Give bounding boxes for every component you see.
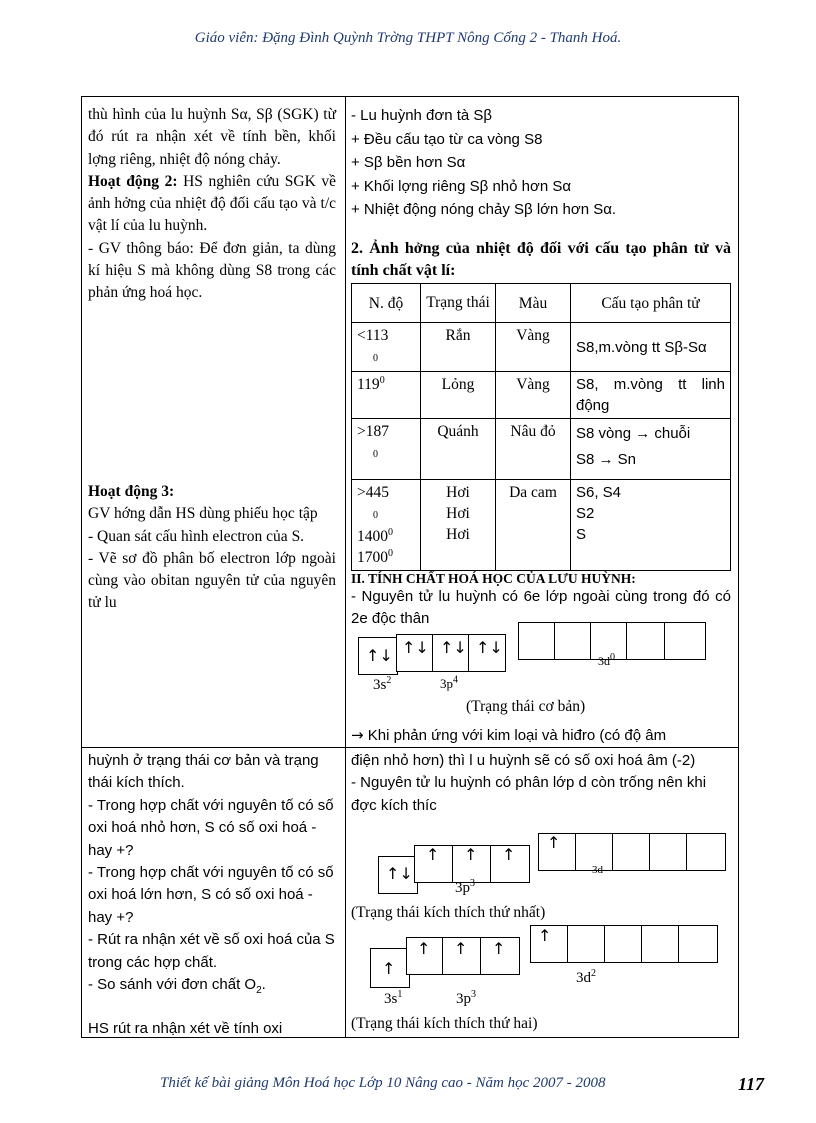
arrow-right-icon: → bbox=[351, 726, 364, 744]
label-3s2 bbox=[373, 677, 391, 694]
page-header: Giáo viên: Đặng Đình Quỳnh Trờng THPT Nông Cống 2 - Thanh Hoá. bbox=[194, 30, 622, 46]
structure-value: S6, S4 bbox=[576, 484, 622, 501]
activity-3-block bbox=[88, 481, 336, 615]
negative-oxidation-text: điện nhỏ hơn) thì l u huỳnh sẽ có số oxi hoá âm (-2) bbox=[351, 752, 696, 769]
reaction-text: Khi phản ứng với kim loại và hiđro (có độ âm bbox=[367, 727, 667, 744]
label-3p-text: 3p bbox=[455, 880, 470, 896]
label-3d-text: 3d bbox=[598, 654, 610, 668]
label-3d-sup: 0 bbox=[610, 652, 615, 663]
label-3p3-excited2 bbox=[456, 991, 476, 1008]
label-3d2 bbox=[576, 970, 596, 987]
reaction-line bbox=[351, 724, 736, 747]
section-2-heading: 2. Ảnh hởng của nhiệt độ đối với cấu tạo phân tử và tính chất vật lí: bbox=[351, 240, 731, 280]
activity-2-title: Hoạt động 2: bbox=[88, 172, 178, 190]
color-value: Vàng bbox=[496, 323, 571, 372]
label-3p-text: 3p bbox=[440, 676, 453, 691]
temp-value: 1400 bbox=[357, 528, 388, 545]
label-3s-sup: 1 bbox=[397, 989, 403, 1000]
excited-1-label: (Trạng thái kích thích thứ nhất) bbox=[351, 904, 546, 921]
excited-2-label: (Trạng thái kích thích thứ hai) bbox=[351, 1015, 538, 1032]
temp-sup: 0 bbox=[388, 547, 393, 559]
temp-sup: 0 bbox=[388, 526, 393, 538]
electron-up-icon: ↑↓ bbox=[440, 638, 467, 657]
structure-value: S8, m.vòng tt linh động bbox=[571, 372, 731, 419]
orbital-3d-excited1-3 bbox=[612, 833, 651, 871]
state-value: Lỏng bbox=[421, 372, 496, 419]
activity-2-text: HS nghiên cứu SGK về ảnh hởng của nhiệt độ đối cấu tạo và t/c vật lí của lu huỳnh. bbox=[88, 172, 336, 235]
electron-up-icon: ↑ bbox=[492, 939, 506, 958]
label-3p-text: 3p bbox=[456, 991, 471, 1007]
structure-extra: S8 → Sn bbox=[576, 451, 637, 468]
table-header-row bbox=[352, 284, 731, 323]
temp-value: >445 bbox=[357, 484, 389, 501]
temp-sup: 0 bbox=[373, 449, 378, 460]
page-footer: Thiết kế bài giảng Môn Hoá học Lớp 10 Nâng cao - Năm học 2007 - 2008 bbox=[160, 1075, 606, 1091]
label-3p-sup: 3 bbox=[471, 989, 476, 1000]
temp-value: >187 bbox=[357, 423, 389, 440]
d-sublevel-text: - Nguyên tử lu huỳnh có phân lớp d còn trống nên khi đợc kích thíc bbox=[351, 774, 707, 814]
color-value: Vàng bbox=[496, 372, 571, 419]
label-3p-sup: 4 bbox=[453, 674, 458, 686]
header-color: Màu bbox=[496, 284, 571, 323]
color-value: Da cam bbox=[496, 480, 571, 571]
right-bottom-cell bbox=[351, 750, 731, 817]
orbital-3d-excited1-4 bbox=[649, 833, 688, 871]
temp-sup: 0 bbox=[379, 374, 385, 386]
gv-note: - GV thông báo: Để đơn giản, ta dùng kí hiệu S mà không dùng S8 trong các phản ứng hoá học. bbox=[88, 239, 336, 302]
state-value: Hơi bbox=[446, 484, 470, 501]
compare-line-4: + Nhiệt động nóng chảy Sβ lớn hơn Sα. bbox=[351, 201, 617, 218]
orbital-3d-ground-5 bbox=[664, 622, 706, 660]
header-temp: N. độ bbox=[352, 284, 421, 323]
electron-up-icon: ↑ bbox=[426, 845, 440, 864]
hs-conclusion: HS rút ra nhận xét về tính oxi bbox=[88, 1020, 283, 1038]
orbital-3d-ground-4 bbox=[626, 622, 666, 660]
table-row bbox=[352, 323, 731, 372]
electron-up-icon: ↑ bbox=[382, 959, 396, 978]
temp-value: 119 bbox=[357, 376, 380, 393]
state-value: Hơi bbox=[446, 526, 470, 543]
state-table bbox=[351, 283, 731, 571]
states-paragraph: huỳnh ở trạng thái cơ bản và trạng thái kích thích. bbox=[88, 752, 319, 792]
activity-2 bbox=[88, 171, 336, 238]
label-3p-sup: 3 bbox=[470, 878, 475, 889]
orbital-3d-ground-2 bbox=[554, 622, 592, 660]
activity-3-line-1: GV hớng dẫn HS dùng phiếu học tập bbox=[88, 505, 318, 523]
label-3d-excited1: 3d bbox=[592, 864, 603, 876]
activity-3-line-3: - Vẽ sơ đồ phân bố electron lớp ngoài cùng vào obitan nguyên tử của nguyên tử lu bbox=[88, 549, 336, 612]
electron-up-icon: ↑ bbox=[464, 845, 478, 864]
table-row bbox=[352, 372, 731, 419]
temp-value: 1700 bbox=[357, 549, 388, 566]
section-3-heading: II. TÍNH CHẤT HOÁ HỌC CỦA LƯU HUỲNH: bbox=[351, 571, 636, 586]
compare-line-3: + Khối lợng riêng Sβ nhỏ hơn Sα bbox=[351, 177, 572, 195]
electron-up-icon: ↑ bbox=[454, 939, 468, 958]
temp-sup: 0 bbox=[373, 353, 378, 364]
header-state: Trạng thái bbox=[421, 284, 496, 323]
question-3: - Rút ra nhận xét về số oxi hoá của S trong các hợp chất. bbox=[88, 931, 335, 971]
structure-value: S2 bbox=[576, 505, 595, 522]
label-3d0 bbox=[598, 654, 615, 669]
orbital-3d-ground-1 bbox=[518, 622, 556, 660]
state-value: Rắn bbox=[421, 323, 496, 372]
electron-pair-icon: ↑↓ bbox=[402, 638, 429, 657]
page-number: 117 bbox=[738, 1074, 765, 1094]
temp-sup: 0 bbox=[373, 510, 378, 521]
state-value: Hơi bbox=[446, 505, 470, 522]
label-3p4 bbox=[440, 676, 458, 692]
beta-sulfur-line: - Lu huỳnh đơn tà Sβ bbox=[351, 107, 493, 124]
orbital-3d-excited1-5 bbox=[686, 833, 726, 871]
structure-value: S8 vòng → chuỗi bbox=[576, 425, 691, 442]
structure-value: S bbox=[576, 526, 587, 543]
electron-up-icon: ↑ bbox=[502, 845, 516, 864]
electron-up-icon: ↑ bbox=[417, 939, 431, 958]
temp-value: <113 bbox=[357, 327, 389, 344]
label-3s-sup: 2 bbox=[386, 675, 392, 686]
label-3s-text: 3s bbox=[373, 677, 387, 693]
label-3d-text: 3d bbox=[576, 970, 591, 986]
electron-up-icon: ↑ bbox=[547, 833, 561, 852]
header-structure: Cấu tạo phân tử bbox=[571, 284, 731, 323]
label-3p3-excited1 bbox=[455, 880, 475, 897]
question-4: - So sánh với đơn chất $O_2$. bbox=[88, 976, 266, 997]
activity-3-line-2: - Quan sát cấu hình electron của S. bbox=[88, 527, 305, 545]
structure-value: S8,m.vòng tt Sβ-Sα bbox=[571, 323, 731, 372]
question-2: - Trong hợp chất với nguyên tố có số oxi hoá lớn hơn, S có số oxi hoá - hay +? bbox=[88, 864, 334, 926]
color-value: Nâu đỏ bbox=[496, 419, 571, 480]
right-top-list bbox=[351, 104, 731, 222]
left-bottom-cell bbox=[88, 750, 338, 1041]
electron-pair-icon: ↑↓ bbox=[386, 864, 413, 883]
section-3-text: - Nguyên tử lu huỳnh có 6e lớp ngoài cùng trong đó có 2e độc thân bbox=[351, 588, 731, 628]
activity-3-title: Hoạt động 3: bbox=[88, 483, 175, 500]
electron-up-icon: ↑↓ bbox=[476, 638, 503, 657]
orbital-3d-excited2-2 bbox=[567, 925, 606, 963]
question-1: - Trong hợp chất với nguyên tố có số oxi hoá nhỏ hơn, S có số oxi hoá - hay +? bbox=[88, 796, 334, 859]
label-3s1 bbox=[384, 991, 402, 1008]
compare-line-1: + Đều cấu tạo từ ca vòng S8 bbox=[351, 130, 543, 148]
compare-line-2: + Sβ bền hơn Sα bbox=[351, 154, 466, 171]
electron-up-icon: ↑ bbox=[538, 926, 552, 945]
table-row bbox=[352, 419, 731, 480]
table-row-group bbox=[352, 480, 731, 571]
ground-state-label: (Trạng thái cơ bản) bbox=[466, 698, 586, 715]
column-divider bbox=[345, 96, 346, 1037]
label-3s-text: 3s bbox=[384, 991, 398, 1007]
state-value: Quánh bbox=[421, 419, 496, 480]
electron-pair-icon: ↑↓ bbox=[366, 646, 393, 665]
orbital-3d-excited2-4 bbox=[641, 925, 680, 963]
intro-paragraph: thù hình của lu huỳnh Sα, Sβ (SGK) từ đó rút ra nhận xét về tính bền, khối lợng riêng, nhiệt độ nóng chảy. bbox=[88, 106, 336, 168]
orbital-3d-excited2-3 bbox=[604, 925, 643, 963]
left-top-cell bbox=[88, 104, 336, 305]
orbital-3d-excited2-5 bbox=[678, 925, 718, 963]
label-3d-sup: 2 bbox=[591, 968, 596, 979]
